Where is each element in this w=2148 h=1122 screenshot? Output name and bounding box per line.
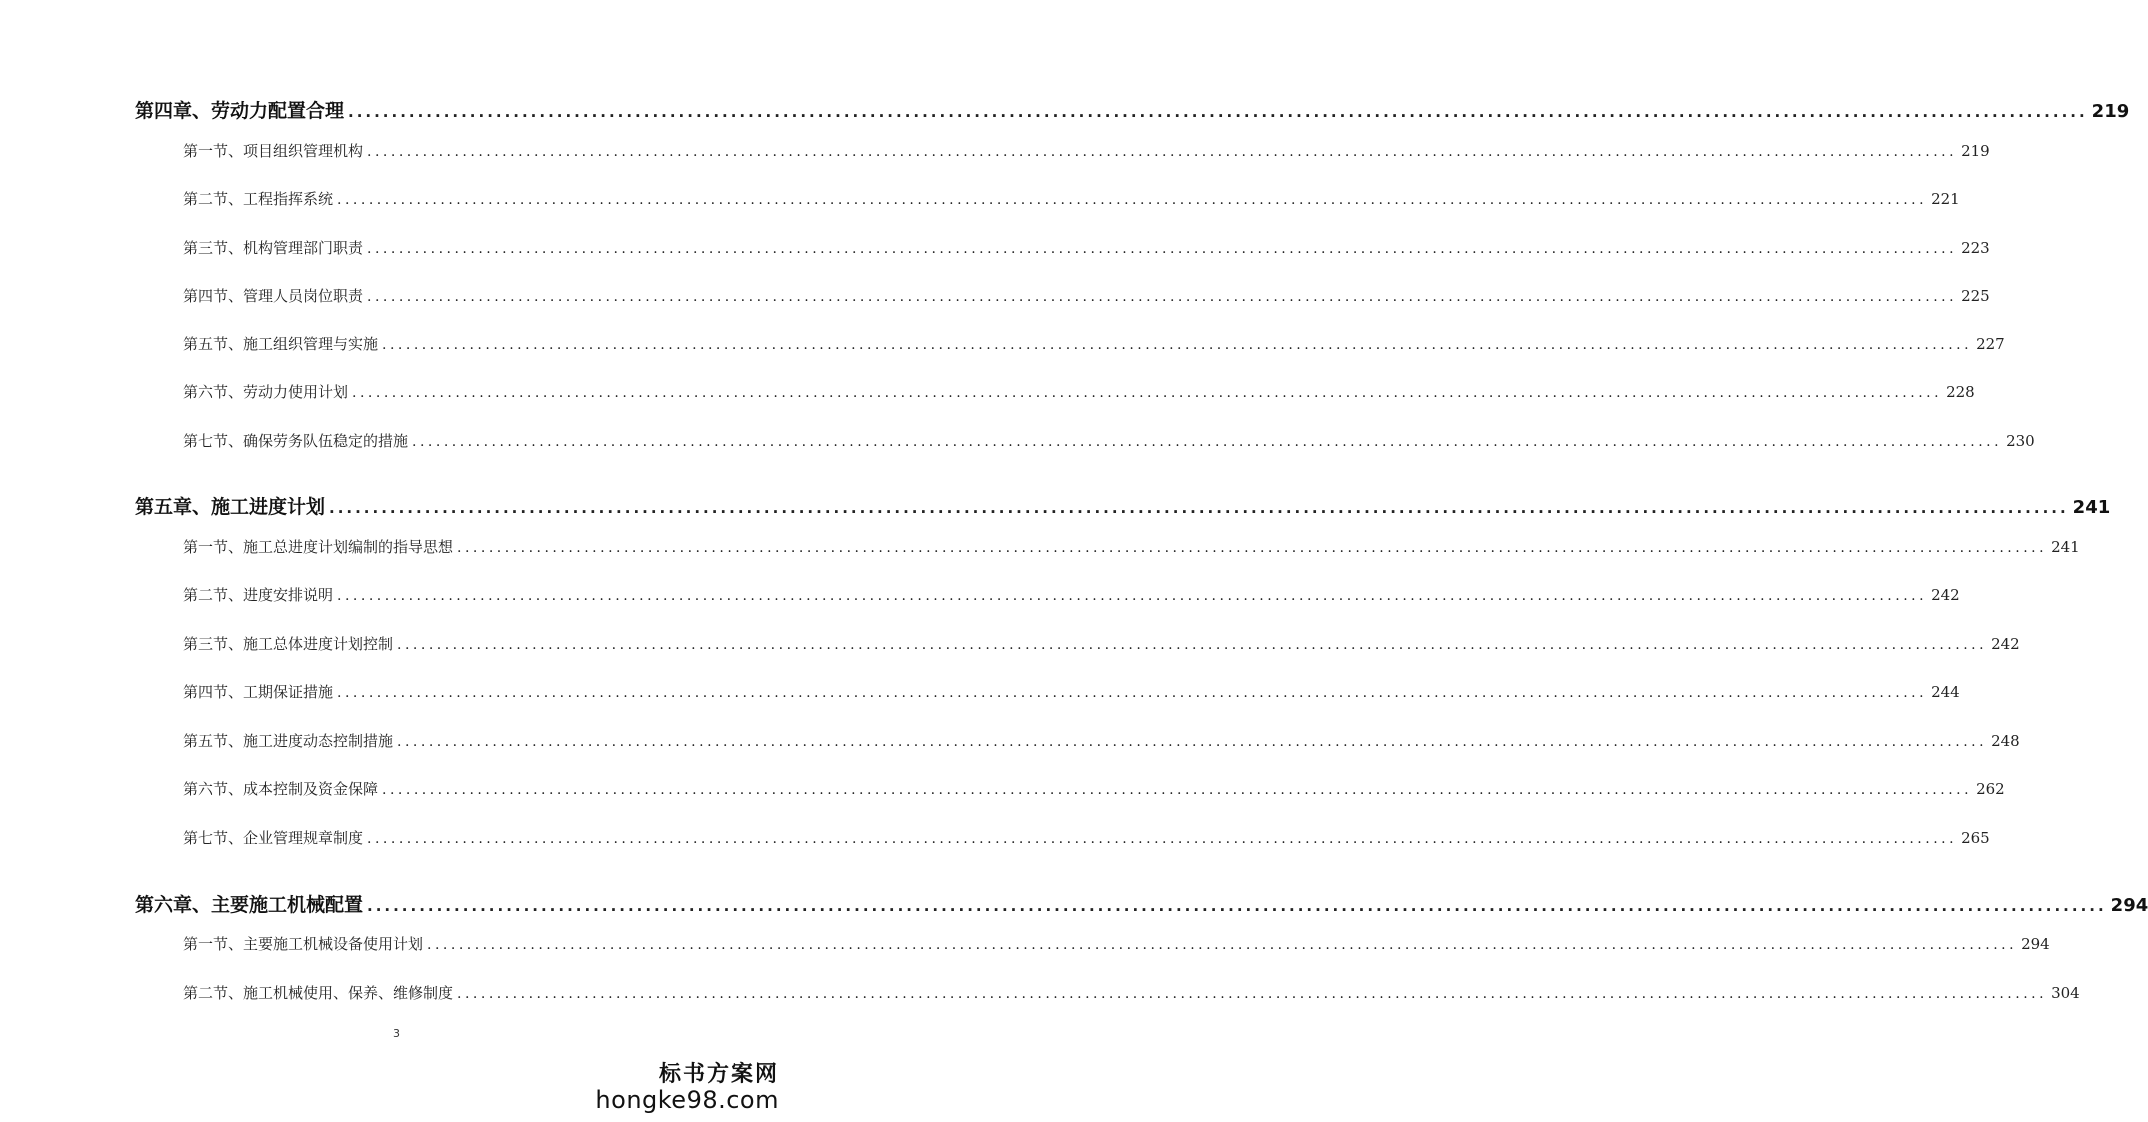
- toc-dot-leader: ........................................................................................................................................................................................................: [457, 540, 2048, 556]
- toc-section-entry[interactable]: [183, 430, 2035, 451]
- toc-dot-leader: ........................................................................................................................................................................................................: [329, 499, 2069, 517]
- toc-dot-leader: ........................................................................................................................................................................................................: [337, 192, 1928, 208]
- toc-entry-title: 第五节、施工进度动态控制措施: [183, 732, 394, 750]
- toc-dot-leader: ........................................................................................................................................................................................................: [367, 289, 1958, 305]
- toc-entry-page: 241: [2072, 497, 2111, 518]
- page-number: 3: [393, 1027, 400, 1040]
- toc-entry-title: 第一节、主要施工机械设备使用计划: [183, 935, 424, 953]
- toc-entry-title: 第三节、施工总体进度计划控制: [183, 635, 394, 653]
- toc-entry-page: 223: [1961, 239, 1990, 257]
- toc-entry-title: 第一节、项目组织管理机构: [183, 142, 364, 160]
- toc-entry-title: 第二节、施工机械使用、保养、维修制度: [183, 984, 454, 1002]
- toc-section-entry[interactable]: [183, 584, 1960, 605]
- toc-entry-page: 265: [1961, 829, 1990, 847]
- watermark-url: hongke98.com: [595, 1086, 779, 1114]
- toc-dot-leader: ........................................................................................................................................................................................................: [367, 241, 1958, 257]
- watermark-logo: [595, 1057, 779, 1114]
- toc-dot-leader: ........................................................................................................................................................................................................: [337, 588, 1928, 604]
- toc-section-entry[interactable]: [183, 536, 2080, 557]
- toc-section-entry[interactable]: [183, 778, 2005, 799]
- toc-entry-page: 230: [2006, 432, 2035, 450]
- toc-entry-page: 221: [1931, 190, 1960, 208]
- toc-entry-page: 294: [2021, 935, 2050, 953]
- toc-section-entry[interactable]: [183, 237, 1990, 258]
- toc-entry-title: 第二节、工程指挥系统: [183, 190, 334, 208]
- toc-entry-title: 第一节、施工总进度计划编制的指导思想: [183, 538, 454, 556]
- toc-dot-leader: ........................................................................................................................................................................................................: [367, 897, 2107, 915]
- toc-entry-page: 242: [1931, 586, 1960, 604]
- toc-section-entry[interactable]: [183, 827, 1990, 848]
- toc-dot-leader: ........................................................................................................................................................................................................: [382, 337, 1973, 353]
- toc-dot-leader: ........................................................................................................................................................................................................: [337, 685, 1928, 701]
- toc-entry-title: 第六节、成本控制及资金保障: [183, 780, 379, 798]
- toc-entry-page: 219: [1961, 142, 1990, 160]
- toc-entry-title: 第四章、劳动力配置合理: [135, 100, 345, 122]
- toc-section-entry[interactable]: [183, 982, 2080, 1003]
- toc-entry-title: 第七节、企业管理规章制度: [183, 829, 364, 847]
- toc-entry-page: 262: [1976, 780, 2005, 798]
- toc-section-entry[interactable]: [183, 333, 2005, 354]
- toc-entry-title: 第六节、劳动力使用计划: [183, 383, 349, 401]
- toc-dot-leader: ........................................................................................................................................................................................................: [382, 782, 1973, 798]
- toc-entry-page: 219: [2091, 101, 2130, 122]
- toc-entry-title: 第七节、确保劳务队伍稳定的措施: [183, 432, 409, 450]
- toc-dot-leader: ........................................................................................................................................................................................................: [427, 937, 2018, 953]
- toc-entry-title: 第六章、主要施工机械配置: [135, 894, 364, 916]
- toc-dot-leader: ........................................................................................................................................................................................................: [348, 103, 2088, 121]
- toc-dot-leader: ........................................................................................................................................................................................................: [397, 734, 1988, 750]
- toc-entry-page: 242: [1991, 635, 2020, 653]
- toc-dot-leader: ........................................................................................................................................................................................................: [367, 144, 1958, 160]
- toc-entry-title: 第二节、进度安排说明: [183, 586, 334, 604]
- toc-section-entry[interactable]: [183, 285, 1990, 306]
- toc-entry-page: 244: [1931, 683, 1960, 701]
- toc-dot-leader: ........................................................................................................................................................................................................: [397, 637, 1988, 653]
- toc-dot-leader: ........................................................................................................................................................................................................: [457, 986, 2048, 1002]
- toc-section-entry[interactable]: [183, 933, 2050, 954]
- toc-entry-title: 第五章、施工进度计划: [135, 496, 326, 518]
- toc-entry-title: 第五节、施工组织管理与实施: [183, 335, 379, 353]
- toc-entry-title: 第四节、管理人员岗位职责: [183, 287, 364, 305]
- toc-dot-leader: ........................................................................................................................................................................................................: [412, 434, 2003, 450]
- toc-entry-page: 227: [1976, 335, 2005, 353]
- toc-entry-page: 248: [1991, 732, 2020, 750]
- toc-entry-page: 225: [1961, 287, 1990, 305]
- toc-section-entry[interactable]: [183, 140, 1990, 161]
- toc-dot-leader: ........................................................................................................................................................................................................: [367, 831, 1958, 847]
- toc-entry-title: 第四节、工期保证措施: [183, 683, 334, 701]
- toc-entry-title: 第三节、机构管理部门职责: [183, 239, 364, 257]
- toc-entry-page: 294: [2110, 895, 2148, 916]
- watermark-title: 标书方案网: [658, 1061, 779, 1087]
- toc-chapter-entry[interactable]: [135, 96, 2130, 123]
- toc-dot-leader: ........................................................................................................................................................................................................: [352, 385, 1943, 401]
- toc-section-entry[interactable]: [183, 730, 2020, 751]
- toc-entry-page: 228: [1946, 383, 1975, 401]
- toc-chapter-entry[interactable]: [135, 492, 2111, 519]
- toc-section-entry[interactable]: [183, 633, 2020, 654]
- toc-section-entry[interactable]: [183, 681, 1960, 702]
- toc-chapter-entry[interactable]: [135, 890, 2148, 917]
- toc-section-entry[interactable]: [183, 188, 1960, 209]
- toc-entry-page: 241: [2051, 538, 2080, 556]
- toc-entry-page: 304: [2051, 984, 2080, 1002]
- toc-section-entry[interactable]: [183, 381, 1975, 402]
